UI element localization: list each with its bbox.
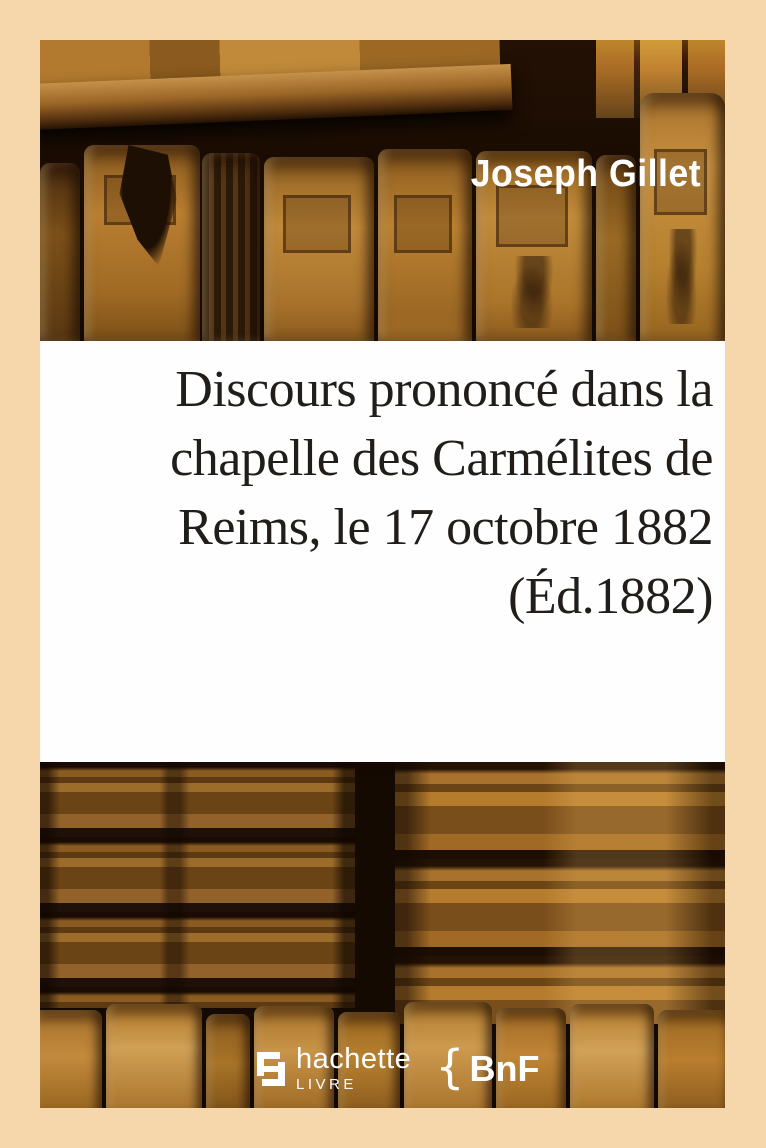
title-line: (Éd.1882) — [508, 568, 713, 625]
bookshelf-photo-bottom — [40, 762, 725, 1108]
book-spine — [84, 145, 200, 341]
stacked-books-right — [395, 762, 725, 1024]
title-line: Reims, le 17 octobre 1882 — [178, 499, 713, 556]
hachette-icon — [254, 1050, 288, 1088]
spine-label — [283, 195, 351, 253]
handwritten-spine-text — [511, 256, 557, 328]
book-spine — [264, 157, 374, 341]
bnf-brace: { — [435, 1039, 465, 1094]
bookshelf-photo-top — [40, 40, 725, 341]
book-spine — [570, 1004, 654, 1108]
title-band — [40, 341, 725, 762]
book-spine — [658, 1010, 725, 1108]
book-spine-damaged — [202, 153, 260, 341]
book-spine — [106, 1004, 202, 1108]
bnf-wordmark: BnF — [469, 1047, 540, 1089]
bnf-logo — [435, 1039, 540, 1094]
cover-photo — [40, 40, 725, 1108]
hachette-livre-label: LIVRE — [296, 1076, 357, 1093]
book-spine — [378, 149, 472, 341]
book-spine — [40, 163, 80, 341]
book-spine — [40, 1010, 102, 1108]
spine-label — [394, 195, 452, 253]
book-spine-tall — [640, 93, 725, 341]
hachette-livre-logo — [254, 1045, 411, 1092]
author-name: Joseph Gillet — [470, 153, 701, 195]
hachette-wordmark: hachette — [296, 1043, 412, 1075]
publisher-logos — [254, 1039, 540, 1094]
handwritten-spine-text — [666, 229, 700, 323]
book-title — [60, 355, 713, 631]
title-line: Discours prononcé dans la — [175, 361, 713, 418]
title-line: chapelle des Carmélites de — [170, 430, 713, 487]
stacked-books-left — [40, 762, 355, 1008]
book-spine — [206, 1014, 250, 1108]
torn-parchment — [116, 145, 176, 267]
hachette-wordmark-block — [296, 1045, 411, 1092]
